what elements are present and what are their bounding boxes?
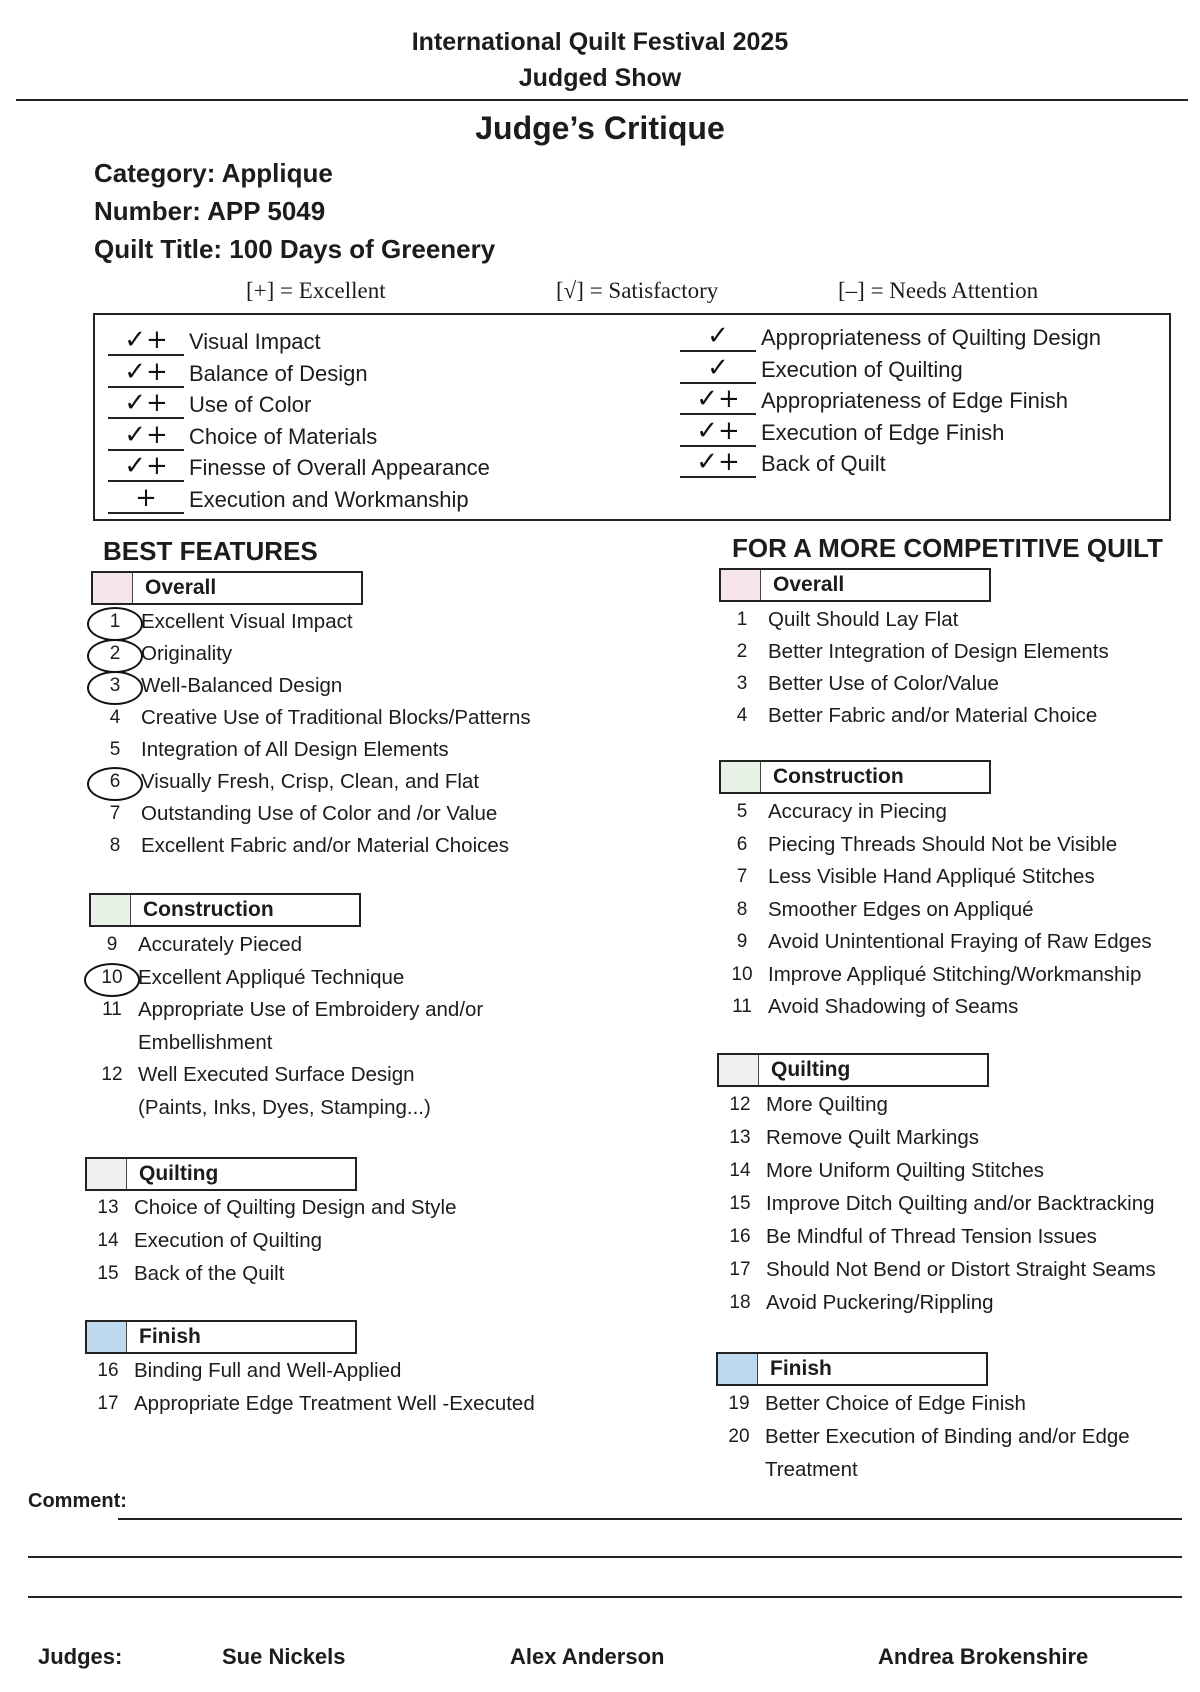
item-label: Avoid Shadowing of Seams bbox=[768, 995, 1019, 1018]
item-label: Visually Fresh, Crisp, Clean, and Flat bbox=[141, 770, 480, 793]
list-item bbox=[720, 1189, 1155, 1219]
item-label: Better Fabric and/or Material Choice bbox=[768, 704, 1098, 727]
item-label: Well-Balanced Design bbox=[141, 674, 343, 697]
item-label: Well Executed Surface Design bbox=[138, 1063, 415, 1086]
rating-label: Execution of Edge Finish bbox=[761, 419, 1005, 445]
item-label: Improve Ditch Quilting and/or Backtracking bbox=[766, 1192, 1155, 1215]
list-item bbox=[88, 1193, 457, 1223]
item-number[interactable]: 13 bbox=[97, 1197, 119, 1218]
rating-label: Appropriateness of Quilting Design bbox=[761, 325, 1101, 350]
item-label: Excellent Fabric and/or Material Choices bbox=[141, 834, 510, 857]
item-number[interactable]: 17 bbox=[729, 1259, 751, 1280]
item-label: Treatment bbox=[765, 1458, 858, 1481]
rating-mark[interactable]: ✓+ bbox=[108, 421, 184, 451]
section-header-construction bbox=[89, 893, 361, 927]
item-label: Less Visible Hand Appliqué Stitches bbox=[768, 865, 1095, 888]
section-header-overall bbox=[91, 571, 363, 605]
item-label: Choice of Quilting Design and Style bbox=[134, 1196, 457, 1219]
legend-satisfactory: [√] = Satisfactory bbox=[556, 278, 719, 303]
list-item bbox=[92, 995, 483, 1025]
list-item bbox=[722, 830, 1117, 860]
rating-label: Finesse of Overall Appearance bbox=[189, 455, 490, 480]
rating-row bbox=[680, 385, 1068, 415]
item-number[interactable]: 8 bbox=[109, 835, 121, 856]
item-label: Excellent Appliqué Technique bbox=[138, 965, 405, 989]
item-number[interactable]: 14 bbox=[97, 1230, 119, 1251]
item-label: Integration of All Design Elements bbox=[141, 738, 449, 761]
section-label: Overall bbox=[145, 576, 217, 599]
list-item bbox=[95, 831, 509, 861]
section-header-construction bbox=[719, 760, 991, 794]
header-divider bbox=[16, 99, 1188, 101]
item-label: More Uniform Quilting Stitches bbox=[766, 1159, 1044, 1182]
rating-row bbox=[680, 448, 886, 478]
item-label: Excellent Visual Impact bbox=[141, 610, 353, 633]
item-number[interactable]: 9 bbox=[106, 934, 118, 955]
item-label: Embellishment bbox=[138, 1030, 273, 1054]
item-label: Execution of Quilting bbox=[134, 1229, 323, 1252]
list-item bbox=[722, 797, 947, 827]
rating-row bbox=[108, 421, 377, 451]
judges-label: Judges: bbox=[38, 1644, 123, 1669]
rating-label: Use of Color bbox=[189, 392, 312, 417]
rating-mark[interactable]: ✓ bbox=[680, 354, 756, 384]
judge-name-2: Alex Anderson bbox=[510, 1644, 665, 1669]
rating-mark[interactable]: ✓+ bbox=[108, 452, 184, 482]
list-item bbox=[722, 701, 1097, 731]
item-number[interactable]: 13 bbox=[729, 1127, 751, 1148]
item-label: Outstanding Use of Color and /or Value bbox=[141, 802, 498, 825]
rating-row bbox=[108, 326, 321, 356]
comment-line-1[interactable] bbox=[118, 1518, 1182, 1520]
section-swatch bbox=[93, 573, 133, 603]
item-number[interactable]: 5 bbox=[736, 801, 748, 822]
item-number[interactable]: 3 bbox=[95, 675, 135, 697]
judge-name-1: Sue Nickels bbox=[222, 1644, 346, 1669]
item-label: Back of the Quilt bbox=[134, 1262, 285, 1285]
section-swatch bbox=[87, 1322, 127, 1352]
list-item bbox=[95, 703, 531, 733]
section-header-quilting bbox=[85, 1157, 357, 1191]
section-swatch bbox=[719, 1055, 759, 1085]
item-number[interactable]: 12 bbox=[729, 1094, 751, 1115]
list-item bbox=[95, 735, 449, 765]
item-number[interactable]: 7 bbox=[736, 866, 748, 887]
item-number[interactable]: 2 bbox=[736, 641, 748, 662]
item-number[interactable]: 18 bbox=[729, 1292, 751, 1313]
list-item bbox=[95, 799, 497, 829]
item-number[interactable]: 11 bbox=[732, 996, 752, 1017]
item-number[interactable]: 2 bbox=[95, 643, 135, 665]
item-number[interactable]: 16 bbox=[729, 1226, 751, 1247]
list-item bbox=[95, 671, 342, 701]
rating-row bbox=[680, 354, 963, 384]
item-number[interactable]: 15 bbox=[97, 1263, 119, 1284]
rating-mark[interactable]: ✓ bbox=[680, 322, 756, 352]
category: Category: Applique bbox=[94, 158, 333, 188]
item-number[interactable]: 14 bbox=[729, 1160, 751, 1181]
section-label: Construction bbox=[773, 765, 904, 788]
item-number[interactable]: 12 bbox=[101, 1064, 123, 1085]
item-number[interactable]: 11 bbox=[102, 999, 122, 1020]
item-number[interactable]: 7 bbox=[109, 803, 121, 824]
legend-excellent: [+] = Excellent bbox=[246, 278, 386, 303]
item-label: Should Not Bend or Distort Straight Seams bbox=[766, 1258, 1156, 1281]
rating-row bbox=[108, 358, 368, 388]
list-item bbox=[722, 895, 1034, 925]
rating-label: Back of Quilt bbox=[761, 451, 886, 476]
item-number[interactable]: 5 bbox=[109, 739, 121, 760]
item-number[interactable]: 20 bbox=[728, 1426, 750, 1447]
rating-mark[interactable]: ✓+ bbox=[680, 417, 756, 447]
item-label: Better Execution of Binding and/or Edge bbox=[765, 1425, 1130, 1448]
item-number[interactable]: 10 bbox=[92, 967, 132, 989]
list-item bbox=[719, 1455, 858, 1485]
item-label: (Paints, Inks, Dyes, Stamping...) bbox=[138, 1095, 431, 1119]
rating-row bbox=[108, 389, 311, 419]
item-label: More Quilting bbox=[766, 1093, 888, 1116]
section-label: Quilting bbox=[139, 1162, 219, 1185]
rating-mark[interactable]: ✓+ bbox=[108, 358, 184, 388]
list-item bbox=[92, 930, 302, 960]
item-label: Remove Quilt Markings bbox=[766, 1126, 980, 1149]
comment-label: Comment: bbox=[28, 1490, 127, 1512]
section-label: Finish bbox=[770, 1357, 832, 1380]
item-number[interactable]: 1 bbox=[95, 611, 135, 633]
item-number[interactable]: 4 bbox=[109, 707, 121, 728]
rating-mark[interactable]: ✓+ bbox=[108, 326, 184, 356]
item-number[interactable]: 3 bbox=[736, 673, 748, 694]
section-header-overall bbox=[719, 568, 991, 602]
item-label: Avoid Puckering/Rippling bbox=[766, 1291, 994, 1314]
item-label: Accuracy in Piecing bbox=[768, 800, 947, 823]
list-item bbox=[92, 963, 404, 993]
list-item bbox=[722, 637, 1109, 667]
item-label: Creative Use of Traditional Blocks/Patterns bbox=[141, 706, 531, 729]
comment-line-3[interactable] bbox=[28, 1596, 1182, 1598]
item-label: Improve Appliqué Stitching/Workmanship bbox=[768, 962, 1142, 986]
item-number[interactable]: 16 bbox=[97, 1360, 119, 1381]
item-label: Appropriate Use of Embroidery and/or bbox=[138, 998, 484, 1021]
list-item bbox=[722, 992, 1018, 1022]
list-item bbox=[88, 1389, 535, 1419]
rating-label: Execution of Quilting bbox=[761, 356, 963, 382]
list-item bbox=[719, 1422, 1130, 1452]
rating-row bbox=[680, 322, 1101, 352]
section-swatch bbox=[718, 1354, 758, 1384]
item-number[interactable]: 19 bbox=[728, 1393, 750, 1414]
entry-number: Number: APP 5049 bbox=[94, 196, 326, 226]
list-item bbox=[722, 927, 1152, 957]
rating-mark[interactable]: + bbox=[108, 484, 184, 514]
rating-row bbox=[108, 484, 469, 514]
item-label: Quilt Should Lay Flat bbox=[768, 608, 959, 631]
rating-row bbox=[108, 452, 490, 482]
item-number[interactable]: 6 bbox=[736, 833, 748, 855]
quilt-title: Quilt Title: 100 Days of Greenery bbox=[94, 234, 496, 264]
section-header-finish bbox=[85, 1320, 357, 1354]
rating-mark[interactable]: ✓+ bbox=[680, 448, 756, 478]
item-label: Appropriate Edge Treatment Well -Executed bbox=[134, 1392, 535, 1415]
list-item bbox=[720, 1255, 1156, 1285]
best-features-title: BEST FEATURES bbox=[103, 536, 318, 566]
list-item bbox=[720, 1123, 979, 1153]
item-label: Piecing Threads Should Not be Visible bbox=[768, 832, 1118, 856]
rating-label: Balance of Design bbox=[189, 360, 368, 386]
item-number[interactable]: 15 bbox=[729, 1193, 751, 1214]
section-swatch bbox=[721, 570, 761, 600]
item-label: Accurately Pieced bbox=[138, 933, 303, 956]
show-name: Judged Show bbox=[518, 64, 682, 92]
item-label: Better Choice of Edge Finish bbox=[765, 1392, 1026, 1415]
list-item bbox=[720, 1156, 1044, 1186]
list-item bbox=[95, 767, 479, 797]
rating-row bbox=[680, 417, 1004, 447]
item-number[interactable]: 9 bbox=[736, 931, 748, 952]
item-label: Avoid Unintentional Fraying of Raw Edges bbox=[768, 930, 1152, 953]
item-number[interactable]: 1 bbox=[736, 609, 748, 630]
list-item bbox=[720, 1222, 1097, 1252]
section-label: Construction bbox=[143, 898, 274, 921]
item-label: Better Integration of Design Elements bbox=[768, 640, 1109, 663]
rating-label: Visual Impact bbox=[189, 329, 321, 354]
item-label: Originality bbox=[141, 642, 233, 665]
comment-line-2[interactable] bbox=[28, 1556, 1182, 1558]
list-item bbox=[88, 1226, 322, 1256]
list-item bbox=[719, 1389, 1026, 1419]
list-item bbox=[95, 607, 353, 637]
list-item bbox=[722, 862, 1095, 892]
list-item bbox=[720, 1090, 888, 1120]
list-item bbox=[88, 1356, 401, 1386]
rating-label: Execution and Workmanship bbox=[189, 486, 469, 512]
list-item bbox=[95, 639, 232, 669]
item-label: Smoother Edges on Appliqué bbox=[768, 897, 1034, 921]
competitive-title: FOR A MORE COMPETITIVE QUILT bbox=[732, 533, 1163, 563]
section-swatch bbox=[87, 1159, 127, 1189]
judge-name-3: Andrea Brokenshire bbox=[878, 1644, 1089, 1669]
list-item bbox=[722, 669, 999, 699]
rating-label: Choice of Materials bbox=[189, 423, 378, 449]
page-title: Judge’s Critique bbox=[475, 110, 725, 146]
list-item bbox=[92, 1060, 415, 1090]
item-label: Better Use of Color/Value bbox=[768, 672, 999, 695]
list-item bbox=[720, 1288, 994, 1318]
section-label: Quilting bbox=[771, 1058, 851, 1081]
list-item bbox=[92, 1093, 431, 1123]
festival-name: International Quilt Festival 2025 bbox=[411, 28, 789, 56]
item-number[interactable]: 10 bbox=[731, 963, 753, 985]
legend-needs-attention: [–] = Needs Attention bbox=[838, 278, 1039, 303]
item-number[interactable]: 8 bbox=[736, 898, 748, 920]
list-item bbox=[88, 1259, 284, 1289]
list-item bbox=[722, 605, 958, 635]
section-label: Overall bbox=[773, 573, 845, 596]
list-item bbox=[92, 1028, 272, 1058]
section-swatch bbox=[91, 895, 131, 925]
section-header-finish bbox=[716, 1352, 988, 1386]
list-item bbox=[722, 960, 1141, 990]
rating-mark[interactable]: ✓+ bbox=[680, 385, 756, 415]
rating-mark[interactable]: ✓+ bbox=[108, 389, 184, 419]
item-number[interactable]: 6 bbox=[95, 771, 135, 793]
item-number[interactable]: 17 bbox=[97, 1393, 119, 1414]
rating-label: Appropriateness of Edge Finish bbox=[761, 388, 1068, 413]
item-number[interactable]: 4 bbox=[736, 705, 748, 726]
item-label: Binding Full and Well-Applied bbox=[134, 1359, 402, 1382]
section-header-quilting bbox=[717, 1053, 989, 1087]
section-swatch bbox=[721, 762, 761, 792]
section-label: Finish bbox=[139, 1325, 201, 1348]
item-label: Be Mindful of Thread Tension Issues bbox=[766, 1225, 1097, 1248]
